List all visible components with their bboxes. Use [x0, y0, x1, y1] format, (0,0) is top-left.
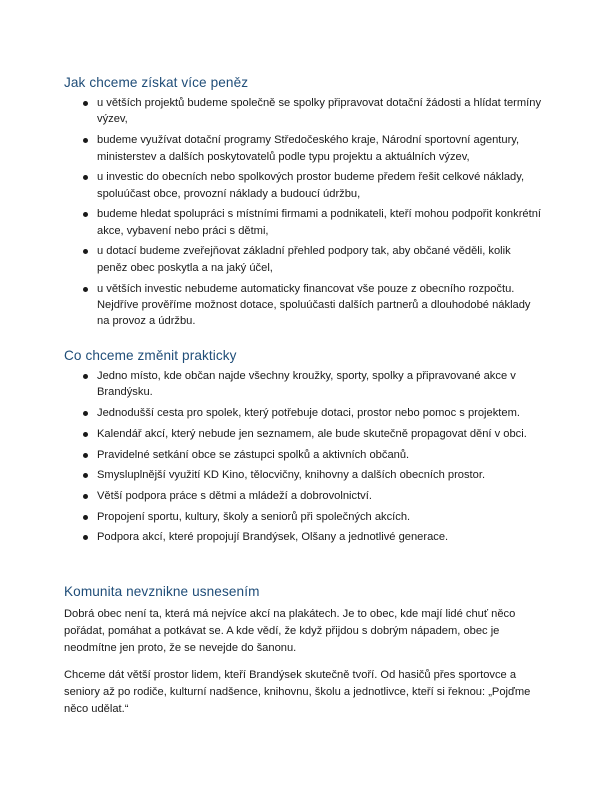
list-item	[64, 467, 544, 483]
section-heading: Co chceme změnit prakticky	[64, 348, 237, 363]
list-item	[64, 95, 544, 128]
section-heading: Komunita nevznikne usnesením	[64, 584, 260, 599]
bullet-icon	[83, 101, 88, 106]
bullet-icon	[83, 473, 88, 478]
list-item-text: Propojení sportu, kultury, školy a seniorů při společných akcích.	[97, 510, 411, 523]
list-item-text: Smysluplnější využití KD Kino, tělocvičny, knihovny a dalších obecních prostor.	[97, 469, 486, 482]
list-item-text: u větších investic nebudeme automaticky financovat vše pouze z obecního rozpočtu. Nejdříve prověříme možnost dotace, spoluúčasti dalších partnerů a dlouhodobé náklady na provoz a údržbu.	[97, 282, 531, 328]
list-item-text: budeme hledat spolupráci s místními firmami a podnikateli, kteří mohou podpořit konkrétní akce, vybavení nebo práci s dětmi,	[97, 208, 541, 237]
list-item	[64, 169, 544, 202]
list-item	[64, 281, 544, 330]
list-item	[64, 368, 544, 401]
list-item-text: u větších projektů budeme společně se spolky připravovat dotační žádosti a hlídat termíny výzev,	[97, 97, 542, 126]
bullet-icon	[83, 515, 88, 520]
paragraph: Chceme dát větší prostor lidem, kteří Brandýsek skutečně tvoří. Od hasičů přes sportovce a seniory až po rodiče, kulturní nadšence, knihovnu, školu a jednotlivce, kteří si řeknou: „Pojďme něco udělat.“	[64, 668, 531, 716]
list-item	[64, 529, 544, 545]
list-item-text: Jedno místo, kde občan najde všechny kroužky, sporty, spolky a připravované akce v Brandýsku.	[97, 370, 516, 399]
section-practical-changes	[64, 348, 544, 550]
list-item-text: Jednodušší cesta pro spolek, který potřebuje dotaci, prostor nebo pomoc s projektem.	[97, 407, 520, 420]
list-item	[64, 206, 544, 239]
bullet-icon	[83, 138, 88, 143]
bullet-icon	[83, 535, 88, 540]
section-heading: Jak chceme získat více peněz	[64, 75, 249, 90]
list-item	[64, 405, 544, 421]
bullet-icon	[83, 212, 88, 217]
list-item-text: Kalendář akcí, který nebude jen seznamem, ale bude skutečně propagovat dění v obci.	[97, 427, 527, 440]
section-community	[64, 584, 544, 727]
section-more-money	[64, 75, 544, 334]
bullet-icon	[83, 432, 88, 437]
bullet-list	[64, 368, 544, 546]
bullet-icon	[83, 287, 88, 292]
list-item	[64, 243, 544, 276]
list-item	[64, 447, 544, 463]
bullet-list	[64, 95, 544, 330]
list-item-text: u investic do obecních nebo spolkových prostor budeme předem řešit celkové náklady, spoluúčast obce, provozní náklady a budoucí údržbu,	[97, 171, 525, 200]
bullet-icon	[83, 494, 88, 499]
list-item	[64, 132, 544, 165]
list-item	[64, 509, 544, 525]
list-item	[64, 426, 544, 442]
bullet-icon	[83, 374, 88, 379]
list-item-text: u dotací budeme zveřejňovat základní přehled podpory tak, aby občané věděli, kolik peněz obec poskytla a na jaký účel,	[97, 245, 511, 274]
bullet-icon	[83, 175, 88, 180]
list-item-text: Podpora akcí, které propojují Brandýsek, Olšany a jednotlivé generace.	[97, 531, 449, 544]
paragraph: Dobrá obec není ta, která má nejvíce akcí na plakátech. Je to obec, kde mají lidé chuť něco pořádat, pomáhat a potkávat se. A kde vědí, že když přijdou s dobrým nápadem, obec je neodmítne jen proto, že se nevejde do šanonu.	[64, 608, 516, 655]
bullet-icon	[83, 249, 88, 254]
list-item-text: budeme využívat dotační programy Středočeského kraje, Národní sportovní agentury, ministerstev a dalších poskytovatelů podle typu projektu a aktuálních výzev,	[97, 134, 520, 163]
list-item-text: Pravidelné setkání obce se zástupci spolků a aktivních občanů.	[97, 448, 410, 461]
bullet-icon	[83, 453, 88, 458]
list-item	[64, 488, 544, 504]
list-item-text: Větší podpora práce s dětmi a mládeží a dobrovolnictví.	[97, 489, 372, 502]
bullet-icon	[83, 411, 88, 416]
